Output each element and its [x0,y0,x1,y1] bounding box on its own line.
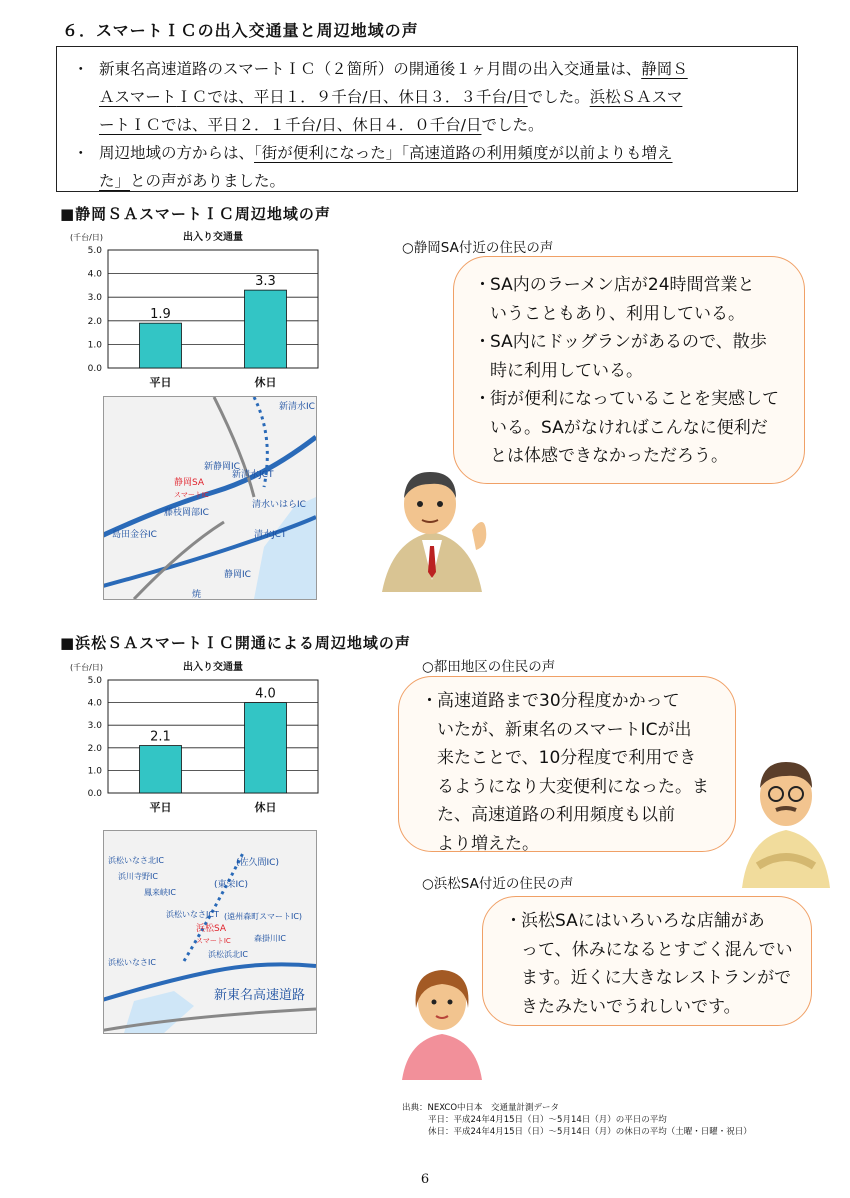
map-label: 島田金谷IC [112,530,157,540]
source-line: 出典：NEXCO中日本 交通量計測データ [402,1103,560,1113]
voice-heading-shizuoka-residents: ○静岡SA付近の住民の声 [402,240,554,256]
bubble-line [505,993,801,1022]
summary-underlined-text: た」 [99,172,131,190]
bubble-line [421,801,725,830]
map-label: 清水JCT [254,530,287,540]
speech-bubble-miyakoda [398,676,736,852]
bubble-line [505,964,801,993]
mustache-shape [776,808,796,810]
map-label: 浜松いなさIC [108,958,156,967]
chart-category-label: 平日 [149,376,172,389]
bubble-text: 街が便利になっていることを実感して [490,389,779,409]
speech-bubble-hamamatsu [482,896,812,1026]
map-shizuoka [103,396,317,600]
chart-tick-label: 3.0 [87,293,102,304]
speech-bubble-shizuoka [453,256,805,484]
map-label: 浜川寺野IC [118,872,158,881]
eye-shape [437,501,443,507]
chart-tick-label: 5.0 [87,246,102,256]
hand-shape [472,522,486,550]
chart-y-label: (千台/日) [70,233,103,242]
bubble-line [421,773,725,802]
summary-line [99,139,787,167]
chart-tick-label: 1.0 [87,340,102,351]
resident-woman-illustration [400,962,484,1080]
chart-tick-label: 4.0 [87,698,102,709]
chart-tick-label: 3.0 [87,721,102,732]
chart-category-label: 休日 [254,801,277,814]
summary-underlined-text: 静岡Ｓ [641,60,688,78]
bubble-text: いる。SAがなければこんなに便利だ [490,417,768,438]
bubble-text: って、休みになるとすごく混んでい [521,939,793,960]
bullet-mark: ・ [421,691,438,711]
map-label: 鳳来峡IC [144,888,176,897]
summary-text: でした。 [481,116,544,134]
bubble-text: SA内のラーメン店が24時間営業と [490,275,755,295]
map-label: 浜松いなさJCT [166,910,219,919]
map-label: 新清水JCT [232,470,274,480]
resident-man-glasses-illustration [738,748,834,888]
bubble-line [474,271,792,300]
chart-y-label: (千台/日) [70,663,103,672]
traffic-chart-shizuoka [66,226,336,396]
map-expressway-label: 新東名高速道路 [214,988,306,1003]
map-hamamatsu-drawing [104,831,316,1033]
map-label: 清水いはらIC [252,500,306,510]
map-label: 浜松浜北IC [208,950,248,959]
bubble-text: 時に利用している。 [490,360,643,381]
bullet-mark: ・ [73,144,89,162]
bubble-line [474,414,792,443]
resident-man-illustration [372,460,502,592]
bubble-text: た、高速道路の利用頻度も以前 [437,805,675,825]
summary-text: でした。 [527,88,590,106]
bullet-mark: ・ [474,275,491,295]
map-label: 藤枝岡部IC [164,508,209,518]
bubble-line [505,936,801,965]
chart-title: 出入り交通量 [183,232,243,243]
map-label: 静岡IC [224,570,251,580]
eye-shape [417,501,423,507]
summary-underlined-text: ＩＣでは、平日１．９千台/日、休日３．３千台/日 [176,88,528,106]
map-hamamatsu [103,830,317,1034]
bullet-mark: ・ [505,911,522,931]
source-note [402,1102,752,1138]
chart-data-label: 2.1 [150,729,171,745]
summary-box [56,46,798,192]
section-heading-hamamatsu: ■浜松ＳＡスマートＩＣ開通による周辺地域の声 [60,634,411,652]
bubble-text: いたが、新東名のスマートICが出 [437,719,692,740]
chart-bar [140,746,182,793]
chart-bar [245,703,287,793]
section-heading-shizuoka: ■静岡ＳＡスマートＩＣ周辺地域の声 [60,205,331,223]
bubble-text: いうこともあり、利用している。 [490,303,745,324]
bubble-text: 浜松SAにはいろいろな店舗があ [521,911,765,931]
summary-line [99,55,787,83]
page-title: ６．スマートＩＣの出入交通量と周辺地域の声 [62,21,419,40]
bubble-line [421,744,725,773]
chart-tick-label: 2.0 [87,743,102,754]
chart-title: 出入り交通量 [183,662,243,673]
bubble-text: ます。近くに大きなレストランがで [521,968,792,988]
bubble-text: 高速道路まで30分程度かかって [437,691,680,711]
sea-area [254,497,316,599]
map-label: 新静岡IC [204,462,240,472]
bubble-line [474,442,792,471]
bubble-text: とは体感できなかっただろう。 [490,446,728,466]
traffic-chart-hamamatsu [66,656,336,821]
summary-line [99,83,787,111]
summary-text: 新東名高速道路のスマートＩＣ（２箇所）の開通後１ヶ月間の出入交通量は、 [99,60,642,78]
map-label: 浜松いなさ北IC [108,856,164,865]
map-shizuoka-drawing [104,397,316,599]
bubble-text: 来たことで、10分程度で利用でき [437,748,697,768]
chart-tick-label: 5.0 [87,676,102,686]
summary-text: 周辺地域の方からは、 [99,144,255,162]
bubble-line [474,328,792,357]
map-label-highlight: スマートIC [174,491,209,499]
eye-shape [448,1000,453,1005]
map-label: (遠州森町スマートIC) [224,912,303,921]
chart-category-label: 平日 [149,801,172,814]
bubble-line [421,687,725,716]
summary-underlined-text: 「街が便利になった」「高速道路の利用頻度が以前よりも増え [254,144,673,162]
chart-tick-label: 1.0 [87,766,102,777]
bubble-line [474,357,792,386]
map-label-highlight: 浜松SA [196,924,227,934]
chart-tick-label: 4.0 [87,269,102,280]
page-number: 6 [420,1172,430,1187]
map-label-highlight: 静岡SA [174,478,205,488]
local-road [214,397,254,497]
source-line: 休日：平成24年4月15日（日）～5月14日（月）の休日の平均（土曜・日曜・祝日） [428,1127,752,1137]
summary-underlined-text: ートＩＣでは、平日２．１千台/日、休日４．０千台/日 [99,116,482,134]
voice-heading-miyakoda-residents: ○都田地区の住民の声 [422,659,556,675]
summary-underlined-text: 浜松ＳＡスマ [589,88,683,106]
chart-bar [140,323,182,368]
summary-item-traffic [67,55,787,139]
eye-shape [432,1000,437,1005]
chart-data-label: 4.0 [255,686,276,702]
chart-tick-label: 0.0 [87,789,102,799]
map-label: (佐久間IC) [236,858,279,868]
summary-underlined-text: Ａスマート [99,88,177,106]
voice-heading-hamamatsu-residents: ○浜松SA付近の住民の声 [422,876,574,892]
bubble-text: SA内にドッグランがあるので、散歩 [490,332,767,352]
map-label-highlight: スマートIC [196,937,231,945]
chart-data-label: 1.9 [150,307,171,323]
blouse-shape [402,1034,482,1080]
chart-tick-label: 2.0 [87,316,102,327]
map-label: (東栄IC) [214,880,248,890]
map-label: 新清水IC [279,402,315,412]
bullet-mark: ・ [474,332,491,352]
summary-line [99,167,787,195]
summary-text: との声がありました。 [130,172,286,190]
summary-line [99,111,787,139]
chart-bar [245,290,287,368]
bubble-line [421,830,725,859]
chart-data-label: 3.3 [255,274,276,290]
bubble-line [474,385,792,414]
bubble-text: より増えた。 [437,833,539,854]
bubble-line [474,300,792,329]
bubble-line [505,907,801,936]
map-label: 森掛川IC [254,934,286,943]
bubble-text: きたみたいでうれしいです。 [521,996,741,1017]
bubble-text: るようになり大変便利になった。ま [437,776,709,797]
chart-category-label: 休日 [254,376,277,389]
chart-tick-label: 0.0 [87,364,102,374]
map-label: 焼 [192,590,202,599]
bullet-mark: ・ [474,389,491,409]
bubble-line [421,716,725,745]
summary-item-voices [67,139,787,195]
source-line: 平日：平成24年4月15日（日）～5月14日（月）の平日の平均 [428,1115,667,1125]
bullet-mark: ・ [73,60,89,78]
